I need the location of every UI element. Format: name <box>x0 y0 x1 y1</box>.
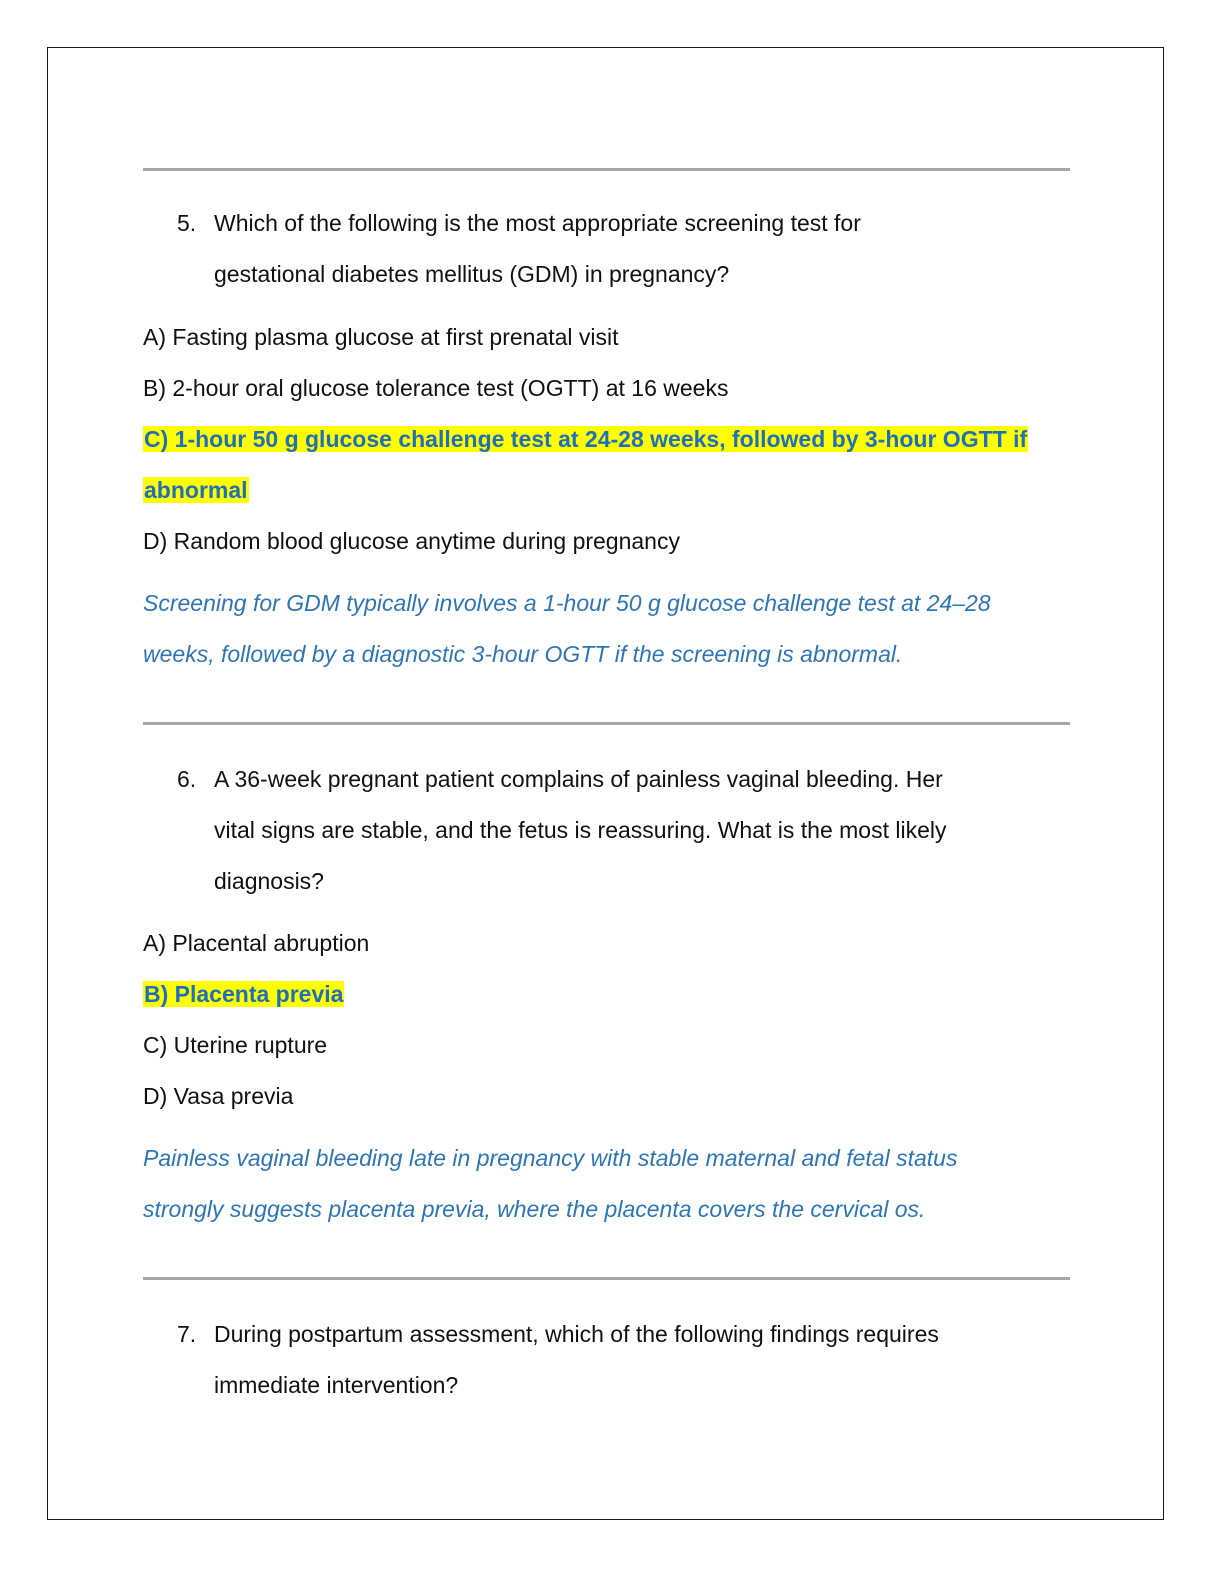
question-stem-line: A 36-week pregnant patient complains of painless vaginal bleeding. Her <box>214 766 943 792</box>
question-number: 5. <box>177 210 197 236</box>
question-stem-line: diagnosis? <box>214 868 324 894</box>
explanation-line: Painless vaginal bleeding late in pregnancy with stable maternal and fetal status <box>143 1145 958 1171</box>
question-stem-line: gestational diabetes mellitus (GDM) in pregnancy? <box>214 261 730 287</box>
correct-answer-highlight: abnormal <box>144 477 248 503</box>
question-stem-line: vital signs are stable, and the fetus is reassuring. What is the most likely <box>214 817 947 843</box>
explanation-line: weeks, followed by a diagnostic 3-hour OGTT if the screening is abnormal. <box>143 641 903 667</box>
option-c: C) Uterine rupture <box>143 1032 328 1058</box>
section-divider <box>143 168 1070 171</box>
question-number: 7. <box>177 1321 197 1347</box>
explanation-line: strongly suggests placenta previa, where the placenta covers the cervical os. <box>143 1196 926 1222</box>
option-d: D) Vasa previa <box>143 1083 294 1109</box>
option-a: A) Placental abruption <box>143 930 370 956</box>
correct-answer-highlight: B) Placenta previa <box>144 981 344 1007</box>
section-divider <box>143 722 1070 725</box>
question-stem-line: Which of the following is the most appropriate screening test for <box>214 210 861 236</box>
option-b: B) 2-hour oral glucose tolerance test (OGTT) at 16 weeks <box>143 375 729 401</box>
correct-answer-highlight: C) 1-hour 50 g glucose challenge test at 24-28 weeks, followed by 3-hour OGTT if <box>144 426 1028 452</box>
explanation-line: Screening for GDM typically involves a 1-hour 50 g glucose challenge test at 24–28 <box>143 590 991 616</box>
question-stem-line: During postpartum assessment, which of the following findings requires <box>214 1321 939 1347</box>
option-c-correct-continued <box>143 475 249 505</box>
question-stem-line: immediate intervention? <box>214 1372 459 1398</box>
option-d: D) Random blood glucose anytime during pregnancy <box>143 528 680 554</box>
option-b-correct <box>143 979 344 1009</box>
option-c-correct <box>143 424 1028 454</box>
question-number: 6. <box>177 766 197 792</box>
option-a: A) Fasting plasma glucose at first prenatal visit <box>143 324 619 350</box>
section-divider <box>143 1277 1070 1280</box>
